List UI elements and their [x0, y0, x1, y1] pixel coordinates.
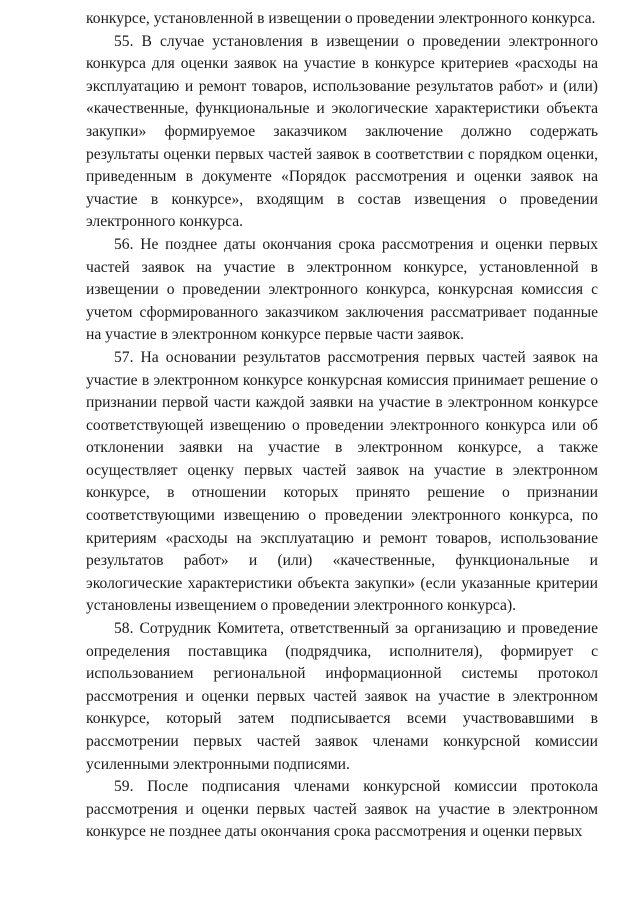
paragraph-57: 57. На основании результатов рассмотрения первых частей заявок на участие в электронном конкурсе конкурсная комиссия принимает решение о признании первой части каждой заявки на участие в электронном конкурсе соответствующей извещению о проведении электронного конкурса или об отклонении заявки на участие в электронном конкурсе, а также осуществляет оценку первых частей заявок на участие в электронном конкурсе, в отношении которых принято решение о признании соответствующими извещению о проведении электронного конкурса, по критериям «расходы на эксплуатацию и ремонт товаров, использование результатов работ» и (или) «качественные, функциональные и экологические характеристики объекта закупки» (если указанные критерии установлены извещением о проведении электронного конкурса).: [86, 348, 598, 615]
paragraph-55: 55. В случае установления в извещении о проведении электронного конкурса для оценки заявок на участие в конкурсе критериев «расходы на эксплуатацию и ремонт товаров, использование результатов работ» и (или) «качественные, функциональные и экологические характеристики объекта закупки» формируемое заказчиком заключение должно содержать результаты оценки первых частей заявок в соответствии с порядком оценки, приведенным в документе «Порядок рассмотрения и оценки заявок на участие в конкурсе», входящим в состав извещения о проведении электронного конкурса.: [86, 32, 598, 231]
paragraph-56: 56. Не позднее даты окончания срока рассмотрения и оценки первых частей заявок на участие в электронном конкурсе, установленной в извещении о проведении электронного конкурса, конкурсная комиссия с учетом сформированного заказчиком заключения рассматривает поданные на участие в электронном конкурсе первые части заявок.: [86, 235, 598, 344]
paragraph-59: 59. После подписания членами конкурсной комиссии протокола рассмотрения и оценки первых частей заявок на участие в электронном конкурсе не позднее даты окончания срока рассмотрения и оценки первых: [86, 778, 598, 841]
paragraph-continuation: конкурсе, установленной в извещении о проведении электронного конкурса.: [86, 10, 596, 27]
document-page: [86, 8, 598, 844]
paragraph-58: 58. Сотрудник Комитета, ответственный за организацию и проведение определения поставщика (подрядчика, исполнителя), формирует с использованием региональной информационной системы протокол рассмотрения и оценки первых частей заявок на участие в электронном конкурсе, который затем подписывается всеми участвовавшими в рассмотрении первых частей заявок членами конкурсной комиссии усиленными электронными подписями.: [86, 620, 598, 773]
